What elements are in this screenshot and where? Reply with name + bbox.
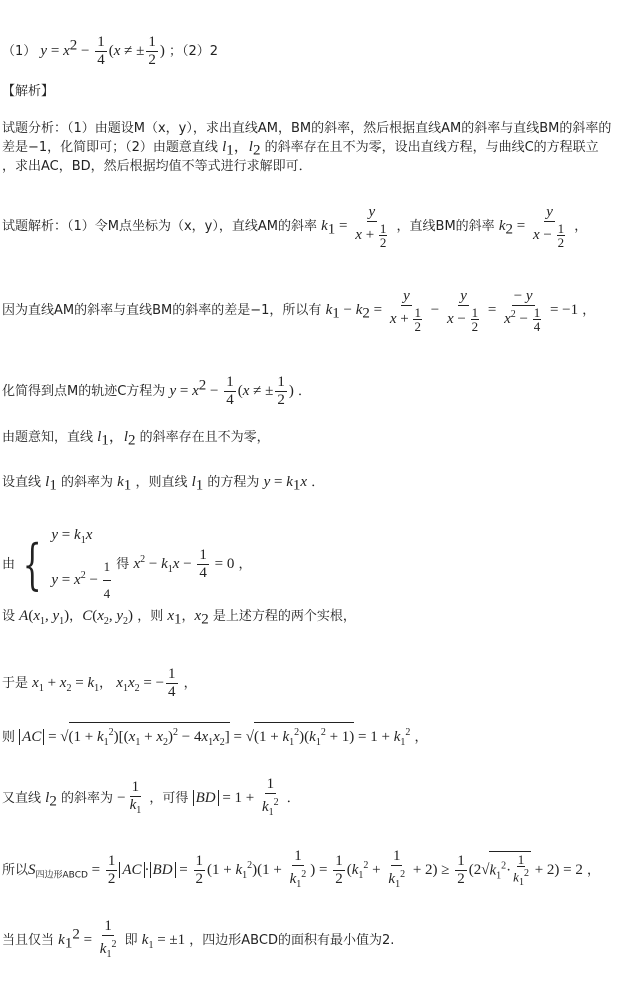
fraction: y x + $\frac{1}{2}$	[389, 288, 421, 335]
fraction: y x + $\frac{1}{2}$	[355, 204, 387, 250]
answer-equation: y	[40, 43, 48, 59]
fraction: $\frac{1}{k_1^2}$	[99, 918, 117, 960]
fraction: y x − $\frac{1}{2}$	[446, 288, 479, 335]
solution-system: 由 { $y = k_1x$ $y = x^2$ − $\frac{1}{4}$ 得 $x^2 - k_1x$ − $\frac{1}{4}$ = 0 ，	[2, 522, 252, 607]
analysis-line-3: ，求出AC，BD，然后根据均值不等式进行求解即可．	[2, 159, 312, 174]
fraction: $\frac{1}{4}$	[97, 34, 105, 68]
analysis-line-1: 试题分析：（1）由题设M（x，y），求出直线AM，BM的斜率，然后根据直线AM的斜率与直线BM的斜率的	[2, 121, 612, 136]
solution-ac-length: 则 AC = $√(1 + k_1^2)[(x_1 + x_2)^2 - 4x_1x_2] = √(1 + k_1^2)(k_1^2 + 1) = 1 + k_1^2$ ，	[2, 722, 428, 752]
fraction: $\frac{1}{2}$	[277, 374, 285, 408]
solution-line-equation: 设直线 $l_1$ 的斜率为 $k_1$ ，则直线 $l_1$ 的方程为 $y = k_1x$ ．	[2, 474, 325, 494]
fraction: $\frac{1}{2}$	[335, 853, 343, 887]
fraction: y x − $\frac{1}{2}$	[532, 204, 565, 250]
answer-line: （1） $y = x^2$ − $\frac{1}{4}$ (x ≠ ± $\frac{1}{2}$ ) ；（2）2	[2, 34, 219, 68]
solution-trajectory: 化简得到点M的轨迹C方程为 $y = x^2$ − $\frac{1}{4}$ (x ≠ ± $\frac{1}{2}$ ) ．	[2, 374, 312, 408]
fraction: $\frac{1}{k_1^2}$	[388, 848, 406, 890]
solution-roots: 设 $A(x_1$, $y_1$)，$C(x_2$, $y_2$) ，则 $x_1$，$x_2$ 是上述方程的两个实根，	[2, 608, 356, 628]
section-heading: 【解析】	[2, 84, 55, 99]
analysis-line-2: 差是−1，化简即可；（2）由题意直线 $l_1$，$l_2$ 的斜率存在且不为零，设出直线方程，与曲线C的方程联立	[2, 139, 599, 159]
answer-part2: ；（2）2	[168, 44, 219, 59]
fraction: $\frac{1}{k_1^2}$	[289, 848, 307, 890]
fraction: $\frac{1}{4}$	[226, 374, 234, 408]
solution-conclusion: 当且仅当 $k_1^2$ = $\frac{1}{k_1^2}$ 即 $k_1 = \pm 1$ ，四边形ABCD的面积有最小值为2.	[2, 918, 394, 963]
solution-lines-note: 由题意知，直线 $l_1$，$l_2$ 的斜率存在且不为零，	[2, 429, 270, 449]
fraction: $\frac{1}{2}$	[107, 853, 116, 887]
fraction: $\frac{1}{2}$	[148, 34, 156, 68]
fraction: $\frac{1}{4}$	[168, 666, 176, 700]
fraction: $\frac{1}{4}$	[199, 547, 207, 581]
fraction: $\frac{1}{k_1^2}$	[261, 776, 279, 818]
solution-slopes: 试题解析：（1）令M点坐标为（x，y），直线AM的斜率 $k_1$ = y x + $\frac{1}{2}$ ，直线BM的斜率 $k_2$ = y x − $\frac{1}{2}$ ，	[2, 204, 588, 250]
fraction: $\frac{1}{2}$	[457, 853, 465, 887]
solution-area: 所以$S_{四边形ABCD}$ = $\frac{1}{2}$ AC · BD = $\frac{1}{2}$ $(1 + k_1^2)(1$ + $\frac{1}{k_1^2}$ ) = $\frac{1}{2}$ ($k_1^2$ + $\frac{1}{k_1^2}$ + 2) ≥ $\frac{1}{2}$ ($2√k_1^2\cdot$ $\frac{1}{k_1^2}$ + 2) = 2 ，	[2, 848, 600, 893]
fraction: − y $x^2$ − $\frac{1}{4}$	[504, 288, 541, 335]
solution-difference: 因为直线AM的斜率与直线BM的斜率的差是−1，所以有 $k_1 - k_2$ = y x + $\frac{1}{2}$ − y x − $\frac{1}{2}$ = − y $x^2$ − $\frac{1}{4}$ = −1 ，	[2, 288, 596, 335]
solution-vieta: 于是 $x_1 + x_2 = k_1$， $x_1x_2$ = − $\frac{1}{4}$ ，	[2, 666, 197, 700]
fraction: $\frac{1}{2}$	[195, 853, 204, 887]
fraction: $\frac{1}{k_1}$	[129, 778, 142, 816]
answer-part1-label: （1）	[2, 44, 37, 59]
solution-bd-length: 又直线 $l_2$ 的斜率为 − $\frac{1}{k_1}$ ，可得 BD = 1 + $\frac{1}{k_1^2}$ ．	[2, 776, 300, 821]
equation-system: { $y = k_1x$ $y = x^2$ − $\frac{1}{4}$	[22, 527, 111, 601]
